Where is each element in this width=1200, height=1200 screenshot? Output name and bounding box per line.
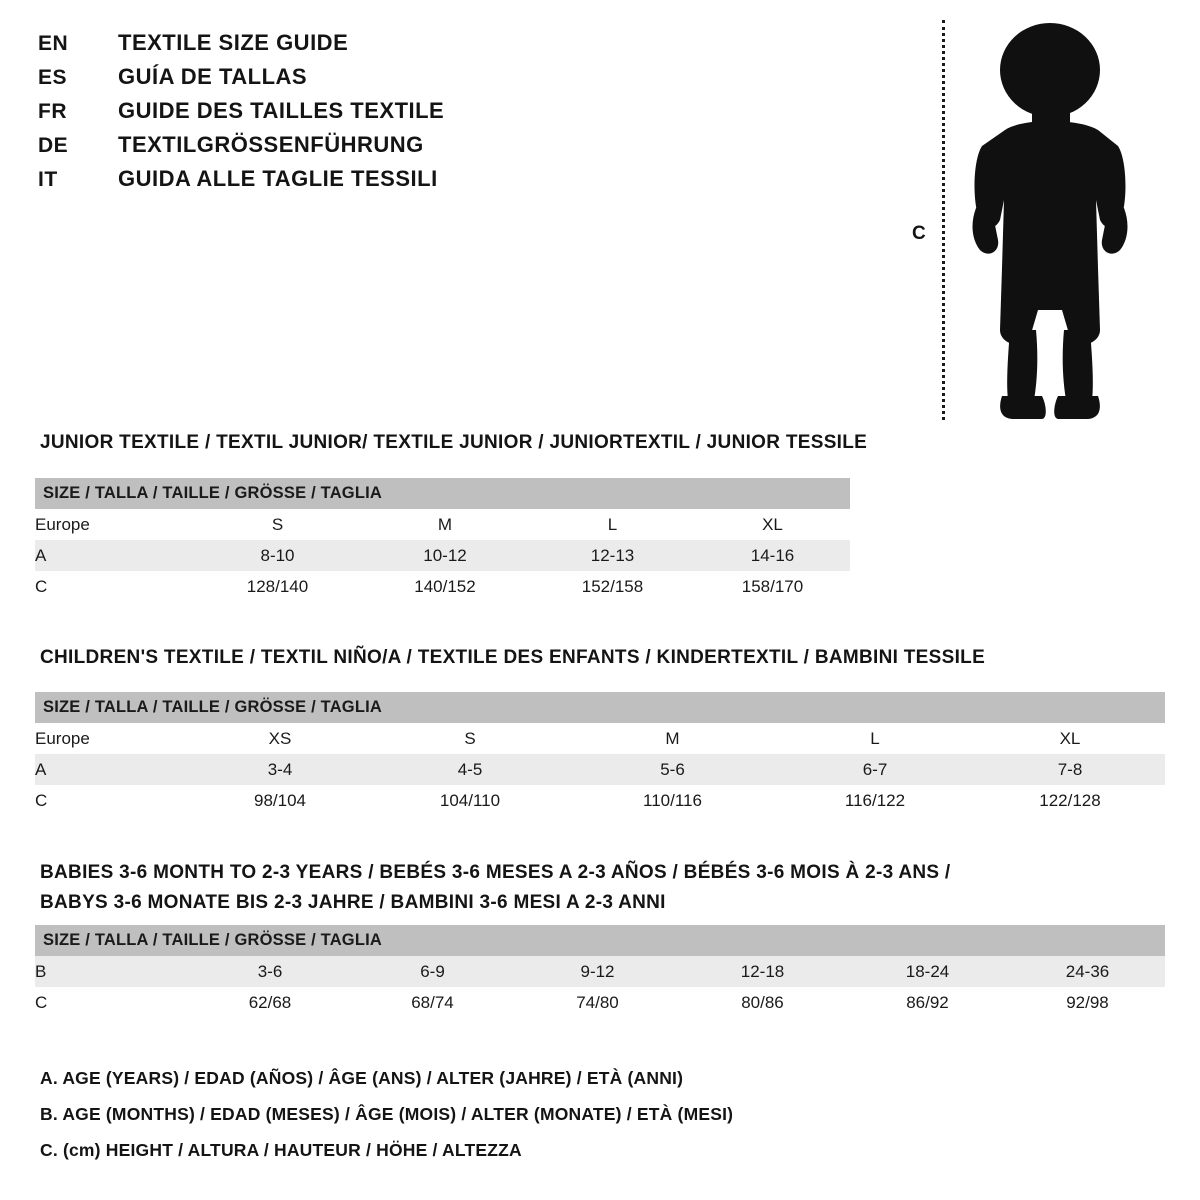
table-cell: 122/128 — [975, 785, 1165, 816]
table-header-row — [35, 509, 850, 540]
table-cell: 12-18 — [680, 956, 845, 987]
language-row — [38, 98, 598, 132]
child-silhouette-icon — [950, 18, 1150, 443]
junior-size-table — [35, 478, 850, 602]
footnote-list — [40, 1068, 733, 1176]
language-title: GUÍA DE TALLAS — [118, 64, 308, 89]
table-cell: 3-4 — [190, 754, 370, 785]
table-cell: 128/140 — [195, 571, 360, 602]
measure-label-c: C — [912, 223, 926, 244]
table-cell: 158/170 — [695, 571, 850, 602]
language-title: TEXTILE SIZE GUIDE — [118, 30, 349, 55]
table-cell: 6-7 — [775, 754, 975, 785]
size-header-cell: M — [360, 509, 530, 540]
region-label: Europe — [35, 723, 190, 754]
babies-size-table — [35, 925, 1165, 1018]
language-code: IT — [38, 168, 58, 191]
language-row — [38, 132, 598, 166]
section-title-children: CHILDREN'S TEXTILE / TEXTIL NIÑO/A / TEXTILE DES ENFANTS / KINDERTEXTIL / BAMBINI TESSILE — [40, 647, 986, 668]
children-size-table — [35, 692, 1165, 816]
row-key: C — [35, 785, 190, 816]
table-row — [35, 754, 1165, 785]
table-cell: 24-36 — [1010, 956, 1165, 987]
language-code: DE — [38, 134, 69, 157]
row-key: B — [35, 956, 190, 987]
table-cell: 86/92 — [845, 987, 1010, 1018]
language-row — [38, 64, 598, 98]
size-header-cell: XS — [190, 723, 370, 754]
language-row — [38, 30, 598, 64]
language-title-list — [38, 30, 598, 200]
row-key: A — [35, 540, 195, 571]
section-title-babies-line2: BABYS 3-6 MONATE BIS 2-3 JAHRE / BAMBINI 3-6 MESI A 2-3 ANNI — [40, 892, 666, 913]
language-title: GUIDE DES TAILLES TEXTILE — [118, 98, 445, 123]
size-header-cell: L — [530, 509, 695, 540]
table-band-row — [35, 478, 850, 509]
region-label: Europe — [35, 509, 195, 540]
table-cell: 9-12 — [515, 956, 680, 987]
row-key: C — [35, 987, 190, 1018]
size-header-cell: S — [195, 509, 360, 540]
size-header-cell: XL — [975, 723, 1165, 754]
language-title: GUIDA ALLE TAGLIE TESSILI — [118, 166, 438, 191]
table-cell: 8-10 — [195, 540, 360, 571]
band-label: SIZE / TALLA / TAILLE / GRÖSSE / TAGLIA — [35, 478, 850, 509]
table-cell: 5-6 — [570, 754, 775, 785]
table-cell: 18-24 — [845, 956, 1010, 987]
size-header-cell: S — [370, 723, 570, 754]
table-cell: 62/68 — [190, 987, 350, 1018]
table-cell: 14-16 — [695, 540, 850, 571]
footnote-a: A. AGE (YEARS) / EDAD (AÑOS) / ÂGE (ANS) / ALTER (JAHRE) / ETÀ (ANNI) — [40, 1068, 684, 1088]
band-label: SIZE / TALLA / TAILLE / GRÖSSE / TAGLIA — [35, 925, 1165, 956]
language-title: TEXTILGRÖSSENFÜHRUNG — [118, 132, 424, 157]
table-cell: 12-13 — [530, 540, 695, 571]
row-key: A — [35, 754, 190, 785]
table-cell: 116/122 — [775, 785, 975, 816]
table-row — [35, 540, 850, 571]
section-title-babies-line1: BABIES 3-6 MONTH TO 2-3 YEARS / BEBÉS 3-6 MESES A 2-3 AÑOS / BÉBÉS 3-6 MOIS À 2-3 ANS / — [40, 862, 951, 883]
height-measure-dotted-line — [942, 20, 945, 420]
table-cell: 3-6 — [190, 956, 350, 987]
height-measure-figure — [890, 8, 1160, 428]
table-header-row — [35, 723, 1165, 754]
table-cell: 10-12 — [360, 540, 530, 571]
language-code: FR — [38, 100, 67, 123]
language-row — [38, 166, 598, 200]
size-header-cell: M — [570, 723, 775, 754]
table-cell: 92/98 — [1010, 987, 1165, 1018]
table-row — [35, 785, 1165, 816]
footnote-c: C. (cm) HEIGHT / ALTURA / HAUTEUR / HÖHE / ALTEZZA — [40, 1140, 522, 1160]
table-row — [35, 956, 1165, 987]
language-code: EN — [38, 32, 69, 55]
table-cell: 6-9 — [350, 956, 515, 987]
table-cell: 74/80 — [515, 987, 680, 1018]
table-cell: 104/110 — [370, 785, 570, 816]
size-header-cell: XL — [695, 509, 850, 540]
table-cell: 110/116 — [570, 785, 775, 816]
table-band-row — [35, 925, 1165, 956]
footnote-b: B. AGE (MONTHS) / EDAD (MESES) / ÂGE (MOIS) / ALTER (MONATE) / ETÀ (MESI) — [40, 1104, 734, 1124]
language-code: ES — [38, 66, 68, 89]
table-row — [35, 987, 1165, 1018]
size-header-cell: L — [775, 723, 975, 754]
table-cell: 152/158 — [530, 571, 695, 602]
table-row — [35, 571, 850, 602]
table-cell: 140/152 — [360, 571, 530, 602]
row-key: C — [35, 571, 195, 602]
table-cell: 7-8 — [975, 754, 1165, 785]
table-cell: 80/86 — [680, 987, 845, 1018]
table-cell: 68/74 — [350, 987, 515, 1018]
section-title-junior: JUNIOR TEXTILE / TEXTIL JUNIOR/ TEXTILE JUNIOR / JUNIORTEXTIL / JUNIOR TESSILE — [40, 432, 868, 453]
band-label: SIZE / TALLA / TAILLE / GRÖSSE / TAGLIA — [35, 692, 1165, 723]
table-band-row — [35, 692, 1165, 723]
table-cell: 4-5 — [370, 754, 570, 785]
table-cell: 98/104 — [190, 785, 370, 816]
